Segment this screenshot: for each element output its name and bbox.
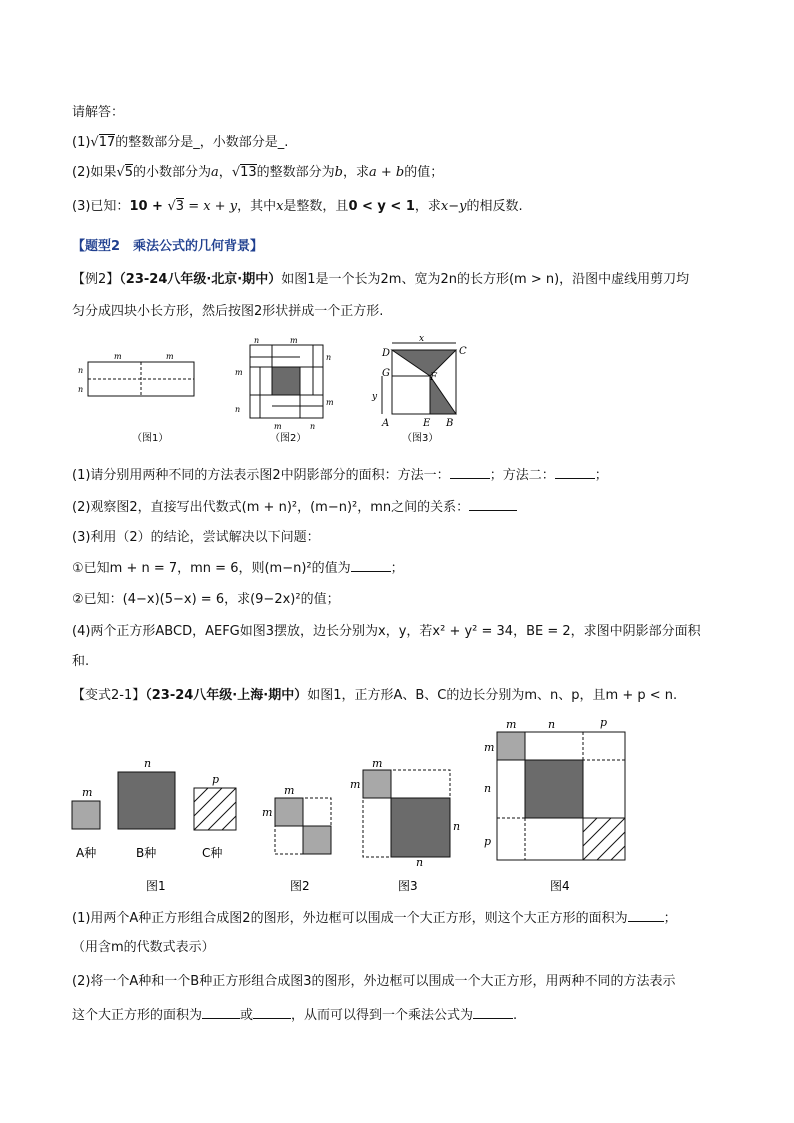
example-2-lead: 【例2】: [72, 272, 120, 287]
example-2-part-4-line-2: 和.: [72, 654, 90, 669]
fig2-label-n-left: n: [235, 405, 241, 414]
fig-bottom-4-label-p-left: p: [484, 835, 492, 848]
label-B-type: B种: [136, 846, 157, 860]
fig3-label-F: F: [430, 372, 437, 383]
part-2-blank: [469, 496, 517, 511]
fig3-label-x: x: [419, 334, 425, 344]
variant-part-1-blank: [628, 907, 664, 922]
question-1: [72, 133, 288, 153]
fig-bottom-3-caption: 图3: [398, 879, 418, 893]
fig-bottom-4-label-n-left: n: [484, 782, 492, 795]
fig3-label-G: G: [382, 368, 390, 379]
q3-eq-b: = x + y: [184, 199, 238, 214]
q1-text-3: .: [284, 135, 289, 150]
q2-text-1: 的小数部分为: [133, 165, 212, 180]
fig1-label-m-left: m: [114, 352, 122, 361]
square-A-label-m: m: [82, 786, 93, 799]
variant-2-1-line: [72, 686, 677, 706]
fig2-label-n-right: n: [326, 353, 332, 362]
q1-text-2: ，小数部分是: [199, 135, 278, 150]
q2-text-4: ，求: [343, 165, 370, 180]
part-1-text: (1)请分别用两种不同的方法表示图2中阴影部分的面积：方法一：: [72, 468, 450, 483]
sqrt-symbol: √: [231, 165, 241, 180]
fig1-caption: （图1）: [132, 433, 169, 444]
fig-bottom-1-caption: 图1: [146, 879, 166, 893]
variant-text: 如图1，正方形A、B、C的边长分别为m、n、p，且m + p < n.: [307, 688, 678, 703]
q2-var-a: a: [211, 165, 219, 180]
variant-part-2-text-a: 这个大正方形的面积为: [72, 1008, 203, 1023]
example-2-part-3a: [72, 557, 404, 579]
q2-text-2: ，: [218, 165, 232, 180]
part-1-blank-2: [555, 464, 595, 479]
fig3-label-C: C: [459, 346, 467, 357]
fig-bottom-3-label-m-left: m: [350, 778, 361, 791]
question-2: [72, 163, 443, 183]
fig-bottom-4-square-A: [497, 732, 525, 760]
fig2-label-m-bottom: m: [274, 422, 282, 431]
q1-blank-1: _: [193, 135, 200, 150]
variant-part-2-blank-2: [253, 1004, 291, 1019]
example-2-line-2: 匀分成四块小长方形，然后按图2形状拼成一个正方形.: [72, 304, 384, 319]
fig2-caption: （图2）: [270, 433, 307, 444]
variant-source: （23-24八年级·上海·期中）: [145, 688, 308, 703]
q1-radicand: 17: [98, 135, 116, 150]
q1-num: (1): [72, 135, 91, 150]
fig-bottom-3-square-B: [391, 798, 450, 857]
fig3-shaded-top: [392, 350, 456, 376]
square-B: [118, 772, 175, 829]
figure-row-top: [70, 334, 730, 450]
fig-bottom-4-square-B: [525, 760, 583, 818]
sqrt-symbol: √: [90, 135, 99, 150]
square-B-label-n: n: [144, 757, 152, 770]
fig3-label-y: y: [372, 392, 378, 402]
variant-part-1-text: (1)用两个A种正方形组合成图2的图形，外边框可以围成一个大正方形，则这个大正方形的面积为: [72, 911, 628, 926]
fig2-label-m-right: m: [326, 398, 334, 407]
fig-bottom-2-caption: 图2: [290, 879, 310, 893]
q2-text-5: 的值；: [404, 165, 444, 180]
variant-part-2-line-1: (2)将一个A种和一个B种正方形组合成图3的图形，外边框可以围成一个大正方形，用两种不同的方法表示: [72, 974, 676, 989]
intro-text: 请解答：: [72, 105, 125, 120]
fig2-label-n-top: n: [254, 336, 260, 345]
fig3-label-A: A: [382, 418, 390, 429]
fig-bottom-4-label-n-top: n: [548, 718, 556, 731]
fig-bottom-4-label-m-top: m: [506, 718, 517, 731]
fig1-label-m-right: m: [166, 352, 174, 361]
sqrt-symbol: √: [167, 199, 176, 214]
fig-bottom-4-label-p-top: p: [600, 716, 608, 729]
part-3a-text-end: ；: [390, 561, 404, 576]
q3-text-4: 的相反数.: [466, 199, 523, 214]
variant-lead: 【变式2-1】: [72, 688, 146, 703]
example-2-part-3b: ②已知：(4−x)(5−x) = 6，求(9−2x)²的值；: [72, 592, 340, 607]
q1-blank-2: _: [277, 135, 285, 150]
example-2-part-3: (3)利用（2）的结论，尝试解决以下问题：: [72, 530, 320, 545]
fig3-square-aefg: [392, 376, 430, 414]
figure-row-bottom: [60, 712, 640, 898]
fig1-label-n-top: n: [78, 366, 84, 375]
part-1-blank-1: [450, 464, 490, 479]
fig-bottom-2-square-2: [303, 826, 331, 854]
fig-bottom-2-label-m-left: m: [262, 806, 273, 819]
fig3-label-E: E: [423, 418, 431, 429]
fig-bottom-3-square-A: [363, 770, 391, 798]
fig-bottom-2-square-1: [275, 798, 303, 826]
variant-part-2-text-end: .: [513, 1008, 518, 1023]
variant-part-1-line-2: （用含m的代数式表示）: [72, 940, 215, 955]
fig2-label-n-bottom: n: [310, 422, 316, 431]
question-3: [72, 197, 523, 217]
q2-var-b: b: [334, 165, 343, 180]
fig1-label-n-bottom: n: [78, 385, 84, 394]
q2-radicand-1: 5: [124, 165, 134, 180]
part-1-text-end: ；: [594, 468, 608, 483]
variant-part-2-blank-1: [202, 1004, 240, 1019]
fig3-caption: （图3）: [402, 433, 439, 444]
sqrt-symbol: √: [116, 165, 125, 180]
q3-text-0: 已知：: [90, 199, 130, 214]
fig-bottom-4-label-m-left: m: [484, 741, 495, 754]
fig2-label-m-left: m: [235, 368, 243, 377]
fig2-shaded-center: [272, 367, 300, 395]
example-2-part-1: [72, 464, 608, 486]
example-2-text: 如图1是一个长为2m、宽为2n的长方形(m > n)，沿图中虚线用剪刀均: [281, 272, 690, 287]
part-1-text-mid: ；方法二：: [489, 468, 555, 483]
q2-expr: a + b: [369, 165, 405, 180]
q3-text-2: 是整数，且: [283, 199, 349, 214]
fig-bottom-2-label-m-top: m: [284, 784, 295, 797]
q3-text-3: ，求: [414, 199, 441, 214]
variant-part-2-text-or: 或: [240, 1008, 254, 1023]
fig2-label-m-top: m: [290, 336, 298, 345]
variant-part-2-line-2: [72, 1004, 517, 1026]
variant-part-1-text-end: ；: [663, 911, 677, 926]
fig3-label-D: D: [382, 348, 391, 359]
example-2-part-2: [72, 496, 517, 518]
label-C-type: C种: [202, 846, 223, 860]
q2-text-0: 如果: [90, 165, 117, 180]
fig-bottom-3-label-n-bottom: n: [416, 856, 424, 869]
fig-bottom-3-label-m-top: m: [372, 757, 383, 770]
example-2-source: （23-24八年级·北京·期中）: [119, 272, 282, 287]
variant-part-1: [72, 907, 677, 929]
q3-radicand: 3: [175, 199, 185, 214]
q3-num: (3): [72, 199, 91, 214]
q3-text-1: ，其中: [237, 199, 277, 214]
part-3a-text: ①已知m + n = 7，mn = 6，则(m−n)²的值为: [72, 561, 351, 576]
fig-bottom-3-label-n-right: n: [453, 820, 461, 833]
q2-radicand-2: 13: [240, 165, 257, 180]
label-A-type: A种: [76, 846, 97, 860]
q2-num: (2): [72, 165, 91, 180]
square-A: [72, 801, 100, 829]
square-C-label-p: p: [212, 773, 220, 786]
q3-eq-a: 10 +: [129, 199, 168, 214]
q3-var-x: x: [276, 199, 284, 214]
variant-part-2-blank-3: [473, 1004, 513, 1019]
q3-condition: 0 < y < 1: [348, 199, 415, 214]
part-2-text: (2)观察图2，直接写出代数式(m + n)²，(m−n)²，mn之间的关系：: [72, 500, 470, 515]
example-2-part-4-line-1: (4)两个正方形ABCD，AEFG如图3摆放，边长分别为x，y，若x² + y² = 34，BE = 2，求图中阴影部分面积: [72, 624, 701, 639]
example-2-line-1: [72, 270, 689, 290]
section-heading: 【题型2 乘法公式的几何背景】: [72, 239, 264, 254]
q3-expr: x−y: [440, 199, 467, 214]
q1-text-1: 的整数部分是: [115, 135, 194, 150]
fig-bottom-4-caption: 图4: [550, 879, 570, 893]
fig3-label-B: B: [446, 418, 454, 429]
variant-part-2-text-b: ，从而可以得到一个乘法公式为: [291, 1008, 474, 1023]
q2-text-3: 的整数部分为: [256, 165, 335, 180]
part-3a-blank: [351, 557, 391, 572]
